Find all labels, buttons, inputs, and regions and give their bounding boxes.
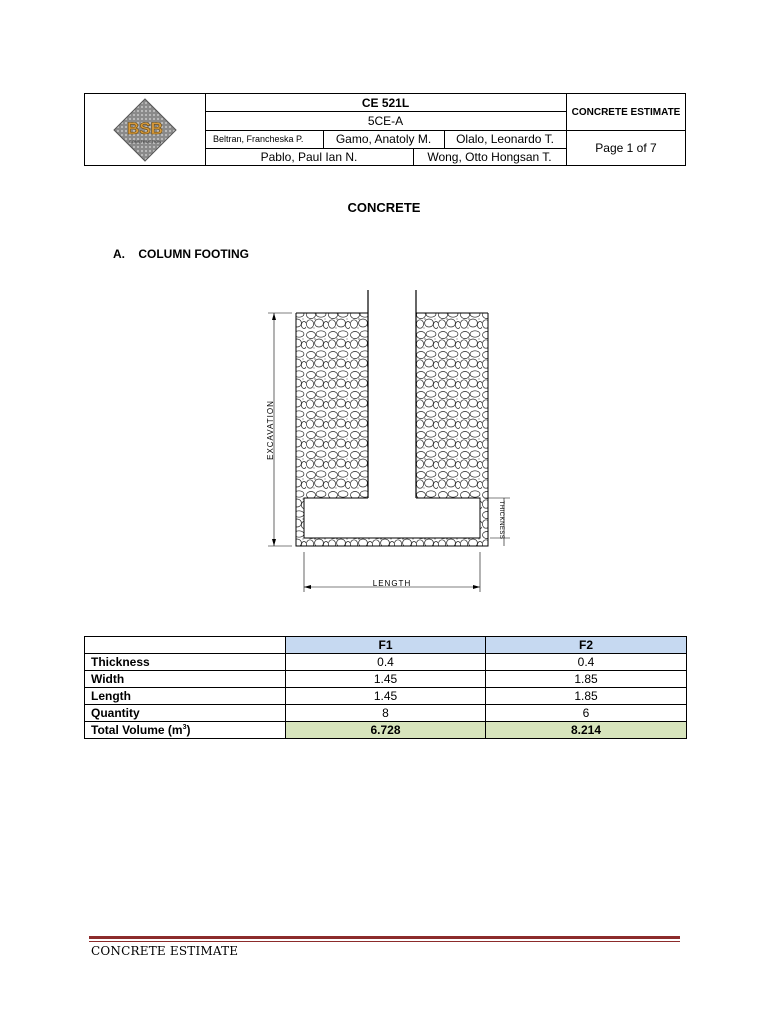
total-row — [85, 722, 687, 739]
section-heading — [113, 247, 249, 261]
footer-divider — [89, 936, 680, 939]
total-cell: 6.728 — [286, 722, 486, 739]
excavation-label: EXCAVATION — [266, 400, 275, 460]
member-name: Gamo, Anatoly M. — [335, 132, 432, 146]
course-section: 5CE-A — [367, 113, 404, 128]
section-title: COLUMN FOOTING — [138, 247, 249, 261]
table-cell: 1.85 — [486, 688, 687, 705]
column-header: F2 — [486, 637, 687, 654]
member-name: Wong, Otto Hongsan T. — [427, 149, 552, 164]
table-cell: 8 — [286, 705, 486, 722]
table-cell: 1.45 — [286, 688, 486, 705]
table-corner — [85, 637, 286, 654]
logo-text: BSB — [127, 118, 163, 138]
company-logo — [85, 94, 205, 165]
table-cell: 0.4 — [286, 654, 486, 671]
length-label: LENGTH — [372, 579, 412, 588]
column-footing-diagram — [262, 290, 522, 600]
table-cell: 1.85 — [486, 671, 687, 688]
page-number: Page 1 of 7 — [595, 140, 657, 155]
member-name: Pablo, Paul Ian N. — [260, 149, 358, 164]
section-letter: A. — [113, 247, 125, 261]
total-cell: 8.214 — [486, 722, 687, 739]
row-label: Thickness — [85, 654, 286, 671]
table-row — [85, 688, 687, 705]
column-header: F1 — [286, 637, 486, 654]
row-label: Width — [85, 671, 286, 688]
row-label-total: Total Volume $(m^3)$ — [85, 722, 286, 739]
table-row — [85, 671, 687, 688]
row-label: Quantity — [85, 705, 286, 722]
row-label: Length — [85, 688, 286, 705]
table-cell: 0.4 — [486, 654, 687, 671]
table-cell: 6 — [486, 705, 687, 722]
thickness-label: THICKNESS — [498, 500, 504, 540]
table-header-row — [85, 637, 687, 654]
table-cell: 1.45 — [286, 671, 486, 688]
footer-text: CONCRETE ESTIMATE — [91, 944, 239, 958]
footer-divider — [89, 941, 680, 942]
table-row — [85, 705, 687, 722]
svg-text:CONSTRUCTION: CONSTRUCTION — [128, 138, 162, 144]
document-header — [84, 93, 686, 166]
member-name: Beltran, Francheska P. — [213, 134, 304, 144]
footing-table — [84, 636, 687, 739]
course-code: CE 521L — [361, 95, 410, 110]
member-name: Olalo, Leonardo T. — [456, 132, 554, 146]
table-row — [85, 654, 687, 671]
page-title: CONCRETE — [347, 200, 421, 215]
doc-title: CONCRETE ESTIMATE — [571, 106, 681, 118]
